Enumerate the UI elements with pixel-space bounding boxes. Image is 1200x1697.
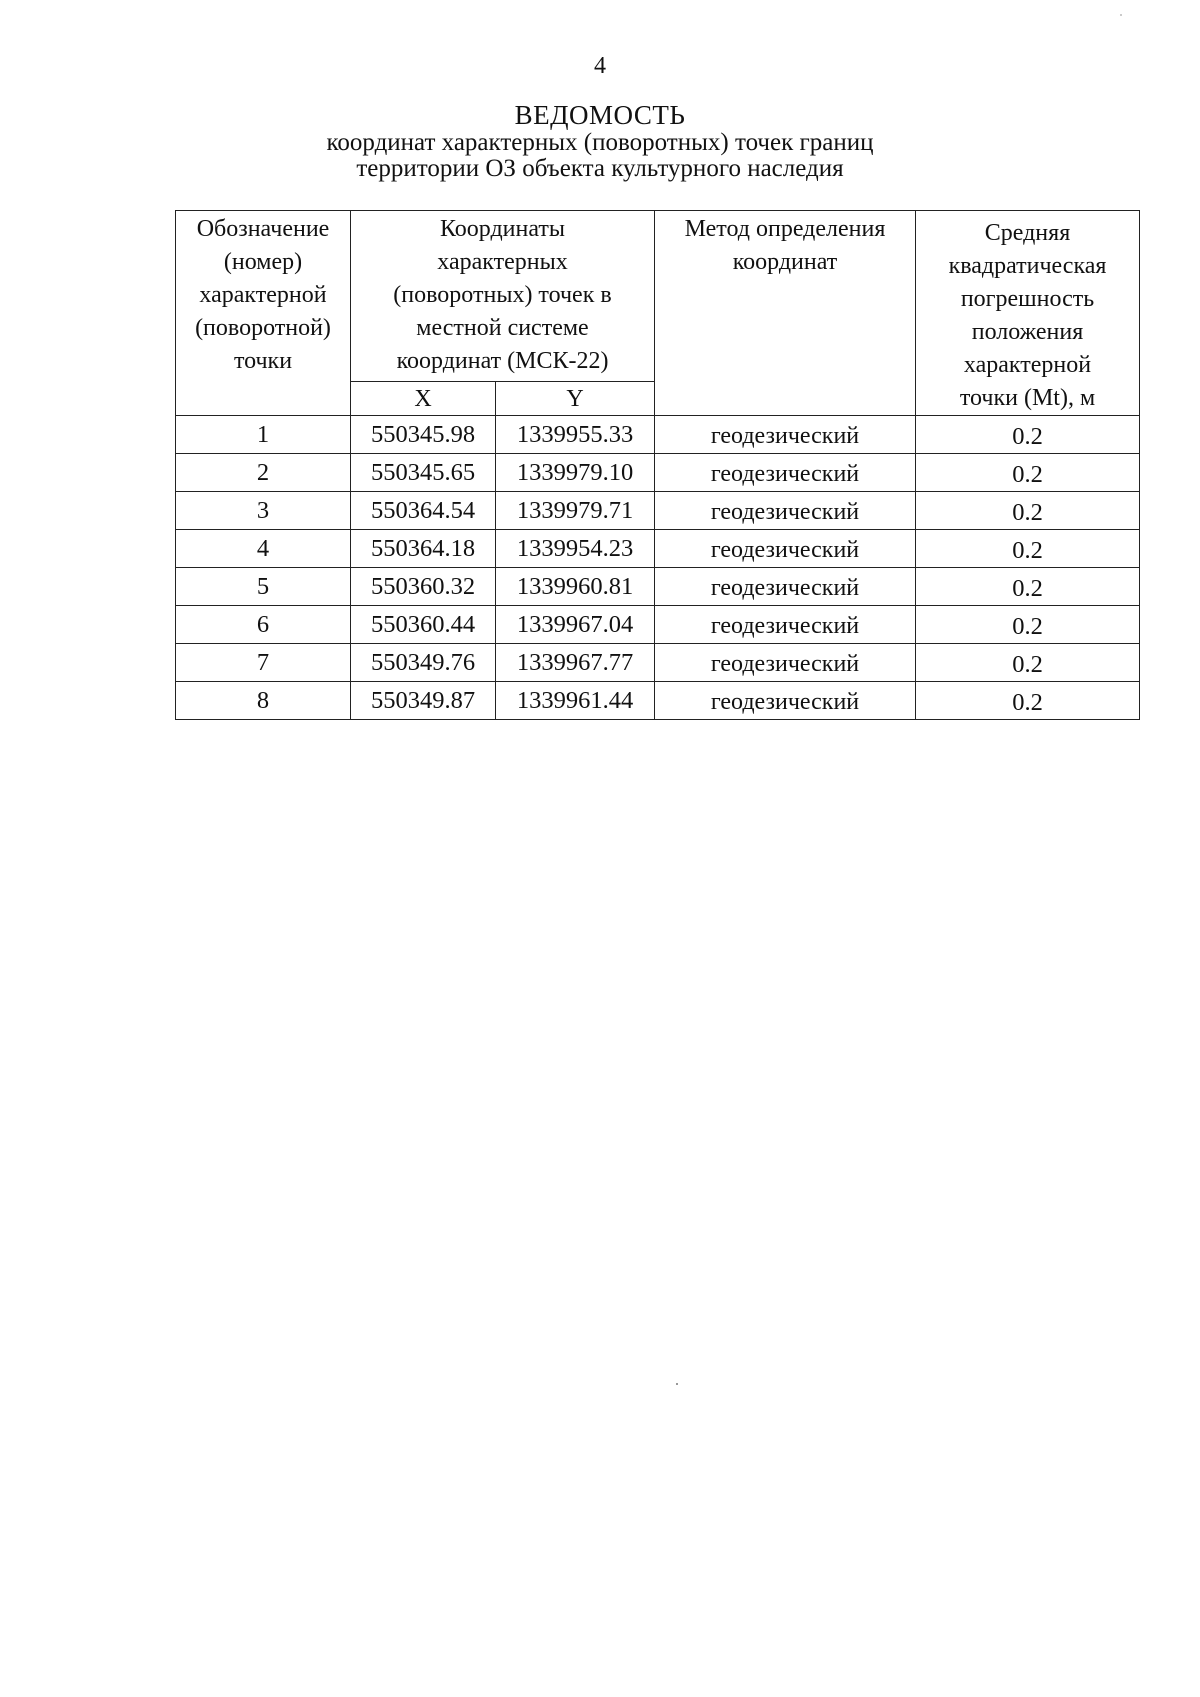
table-row xyxy=(176,492,1140,530)
method-cell: геодезический xyxy=(655,530,916,568)
point-number-cell: 1 xyxy=(176,416,351,454)
table-row xyxy=(176,606,1140,644)
scan-speck xyxy=(1120,14,1122,16)
header-x: X xyxy=(351,382,496,416)
table-row xyxy=(176,454,1140,492)
error-cell: 0.2 xyxy=(916,416,1140,454)
document-title: ВЕДОМОСТЬ xyxy=(514,100,686,130)
method-cell: геодезический xyxy=(655,492,916,530)
header-y: Y xyxy=(496,382,655,416)
header-error-line: положения xyxy=(971,319,1084,345)
point-number-cell: 5 xyxy=(176,568,351,606)
header-coordinates-line: координат (МСК-22) xyxy=(396,348,609,374)
table-row xyxy=(176,530,1140,568)
header-error-line: квадратическая xyxy=(948,253,1107,279)
header-coordinates-line: характерных xyxy=(437,249,568,275)
header-designation-line: (номер) xyxy=(223,249,303,275)
point-number-cell: 6 xyxy=(176,606,351,644)
point-number-cell: 3 xyxy=(176,492,351,530)
table-row xyxy=(176,568,1140,606)
y-coordinate-cell: 1339955.33 xyxy=(496,416,655,454)
table-row xyxy=(176,416,1140,454)
header-method-line: координат xyxy=(732,249,838,275)
point-number-cell: 4 xyxy=(176,530,351,568)
document-subtitle-line-1: координат характерных (поворотных) точек границ xyxy=(326,129,874,156)
header-coordinates-line: местной системе xyxy=(416,315,589,341)
error-cell: 0.2 xyxy=(916,568,1140,606)
x-coordinate-cell: 550360.44 xyxy=(351,606,496,644)
header-method xyxy=(655,211,916,416)
x-coordinate-cell: 550364.54 xyxy=(351,492,496,530)
method-cell: геодезический xyxy=(655,454,916,492)
error-cell: 0.2 xyxy=(916,644,1140,682)
y-coordinate-cell: 1339960.81 xyxy=(496,568,655,606)
error-cell: 0.2 xyxy=(916,454,1140,492)
header-coordinates-line: (поворотных) точек в xyxy=(393,282,612,308)
table-row xyxy=(176,682,1140,720)
header-designation-line: (поворотной) xyxy=(195,315,331,341)
coordinates-table xyxy=(175,210,1140,720)
error-cell: 0.2 xyxy=(916,530,1140,568)
method-cell: геодезический xyxy=(655,682,916,720)
method-cell: геодезический xyxy=(655,644,916,682)
header-designation-line: Обозначение xyxy=(196,216,330,242)
y-coordinate-cell: 1339979.71 xyxy=(496,492,655,530)
x-coordinate-cell: 550360.32 xyxy=(351,568,496,606)
x-coordinate-cell: 550349.87 xyxy=(351,682,496,720)
header-designation-line: точки xyxy=(233,348,293,374)
document-subtitle-line-2: территории ОЗ объекта культурного наследия xyxy=(356,155,844,182)
header-coordinates xyxy=(351,211,655,382)
method-cell: геодезический xyxy=(655,606,916,644)
point-number-cell: 7 xyxy=(176,644,351,682)
point-number-cell: 2 xyxy=(176,454,351,492)
header-method-line: Метод определения xyxy=(684,216,886,242)
x-coordinate-cell: 550345.65 xyxy=(351,454,496,492)
header-error xyxy=(916,211,1140,416)
point-number-cell: 8 xyxy=(176,682,351,720)
header-designation xyxy=(176,211,351,416)
y-coordinate-cell: 1339954.23 xyxy=(496,530,655,568)
header-designation-line: характерной xyxy=(199,282,327,308)
x-coordinate-cell: 550349.76 xyxy=(351,644,496,682)
error-cell: 0.2 xyxy=(916,606,1140,644)
y-coordinate-cell: 1339967.04 xyxy=(496,606,655,644)
header-error-line: характерной xyxy=(963,352,1092,378)
error-cell: 0.2 xyxy=(916,682,1140,720)
error-cell: 0.2 xyxy=(916,492,1140,530)
y-coordinate-cell: 1339961.44 xyxy=(496,682,655,720)
page-number: 4 xyxy=(594,53,606,79)
header-coordinates-line: Координаты xyxy=(439,216,566,242)
method-cell: геодезический xyxy=(655,568,916,606)
y-coordinate-cell: 1339979.10 xyxy=(496,454,655,492)
table-row xyxy=(176,644,1140,682)
scan-speck xyxy=(676,1383,678,1385)
header-error-line: точки (Mt), м xyxy=(959,385,1096,411)
title-block xyxy=(0,100,1200,182)
x-coordinate-cell: 550364.18 xyxy=(351,530,496,568)
header-error-line: погрешность xyxy=(960,286,1095,312)
method-cell: геодезический xyxy=(655,416,916,454)
x-coordinate-cell: 550345.98 xyxy=(351,416,496,454)
y-coordinate-cell: 1339967.77 xyxy=(496,644,655,682)
header-error-line: Средняя xyxy=(984,220,1071,246)
